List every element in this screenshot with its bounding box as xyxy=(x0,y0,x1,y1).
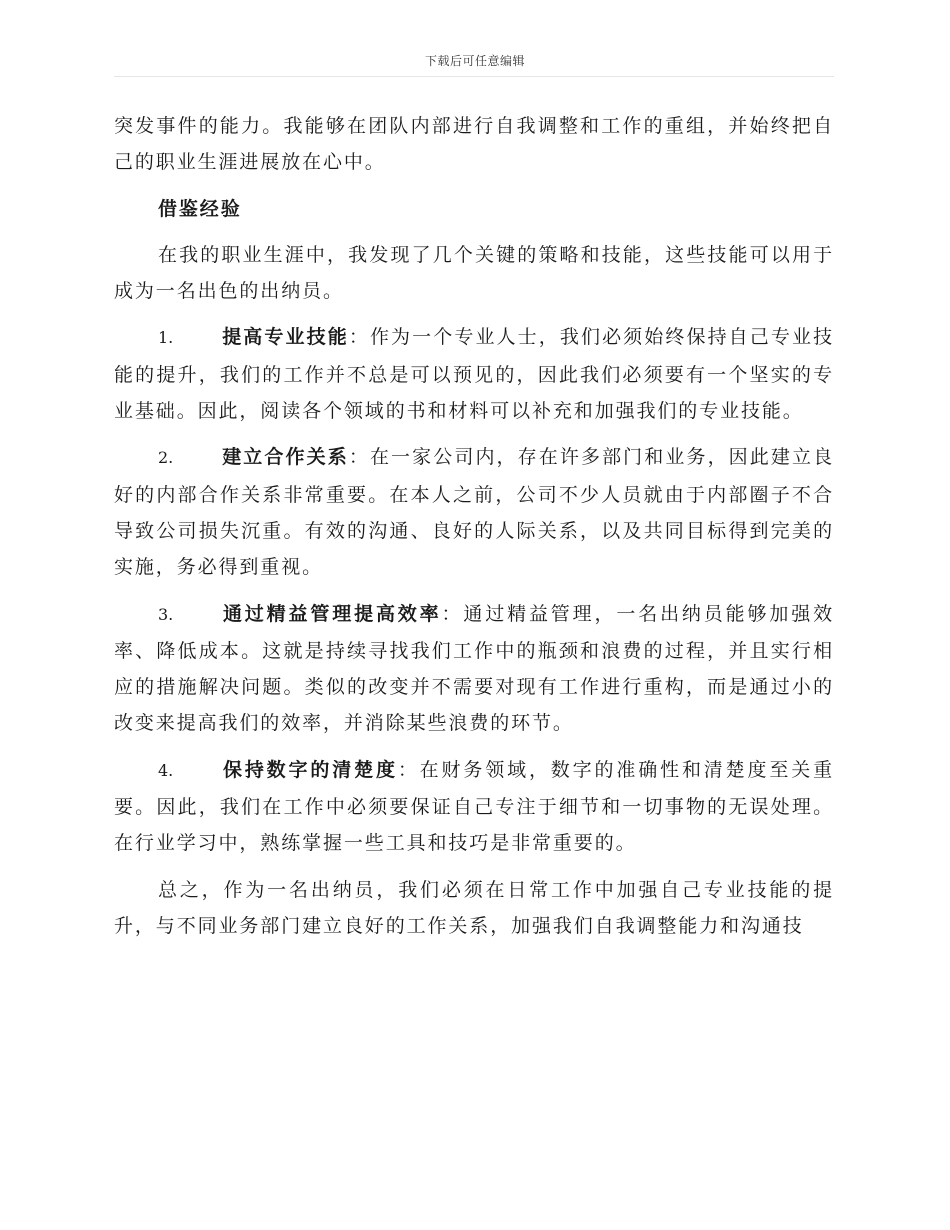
list-item-title: 建立合作关系 xyxy=(222,446,349,469)
list-item-number: 3. xyxy=(158,604,174,624)
conclusion-paragraph: 总之，作为一名出纳员，我们必须在日常工作中加强自己专业技能的提升，与不同业务部门建立良好的工作关系，加强我们自我调整能力和沟通技 xyxy=(114,878,834,937)
list-item-separator: ： xyxy=(397,758,420,781)
section-intro-paragraph: 在我的职业生涯中，我发现了几个关键的策略和技能，这些技能可以用于成为一名出色的出纳员。 xyxy=(114,243,834,303)
page-header: 下载后可任意编辑 xyxy=(424,54,525,68)
list-item-separator: ： xyxy=(348,326,370,349)
list-item-text: 通过精益管理，一名出纳员能够加强效率、降低成本。这就是持续寻找我们工作中的瓶颈和浪费的过程，并且实行相应的措施解决问题。类似的改变并不需要对现有工作进行重构，而是通过小的改变来提高我们的效率，并消除某些浪费的环节。 xyxy=(114,602,834,735)
list-item-text: 在一家公司内，存在许多部门和业务，因此建立良好的内部合作关系非常重要。在本人之前，公司不少人员就由于内部圈子不合导致公司损失沉重。有效的沟通、良好的人际关系，以及共同目标得到完美的实施，务必得到重视。 xyxy=(114,446,834,579)
list-item-text: 作为一个专业人士，我们必须始终保持自己专业技能的提升，我们的工作并不总是可以预见的，因此我们必须要有一个坚实的专业基础。因此，阅读各个领域的书和材料可以补充和加强我们的专业技能。 xyxy=(114,326,834,423)
header-divider xyxy=(114,76,834,77)
intro-continuation-paragraph: 突发事件的能力。我能够在团队内部进行自我调整和工作的重组，并始终把自己的职业生涯进展放在心中。 xyxy=(114,115,834,174)
list-item-number: 1. xyxy=(158,328,174,348)
list-item xyxy=(114,752,834,862)
list-item-text: 在财务领域，数字的准确性和清楚度至关重要。因此，我们在工作中必须要保证自己专注于细节和一切事物的无误处理。在行业学习中，熟练掌握一些工具和技巧是非常重要的。 xyxy=(114,758,834,855)
document-body xyxy=(114,108,834,944)
list-item-separator: ： xyxy=(348,446,370,469)
list-item-title: 通过精益管理提高效率 xyxy=(222,602,442,625)
list-item-title: 提高专业技能 xyxy=(222,326,349,349)
list-item xyxy=(114,596,834,742)
list-item-title: 保持数字的清楚度 xyxy=(222,758,398,781)
section-title: 借鉴经验 xyxy=(158,197,242,220)
list-item-separator: ： xyxy=(441,602,464,625)
list-item xyxy=(114,319,834,429)
list-item-number: 4. xyxy=(158,760,174,780)
list-item xyxy=(114,439,834,585)
list-item-number: 2. xyxy=(158,448,174,468)
